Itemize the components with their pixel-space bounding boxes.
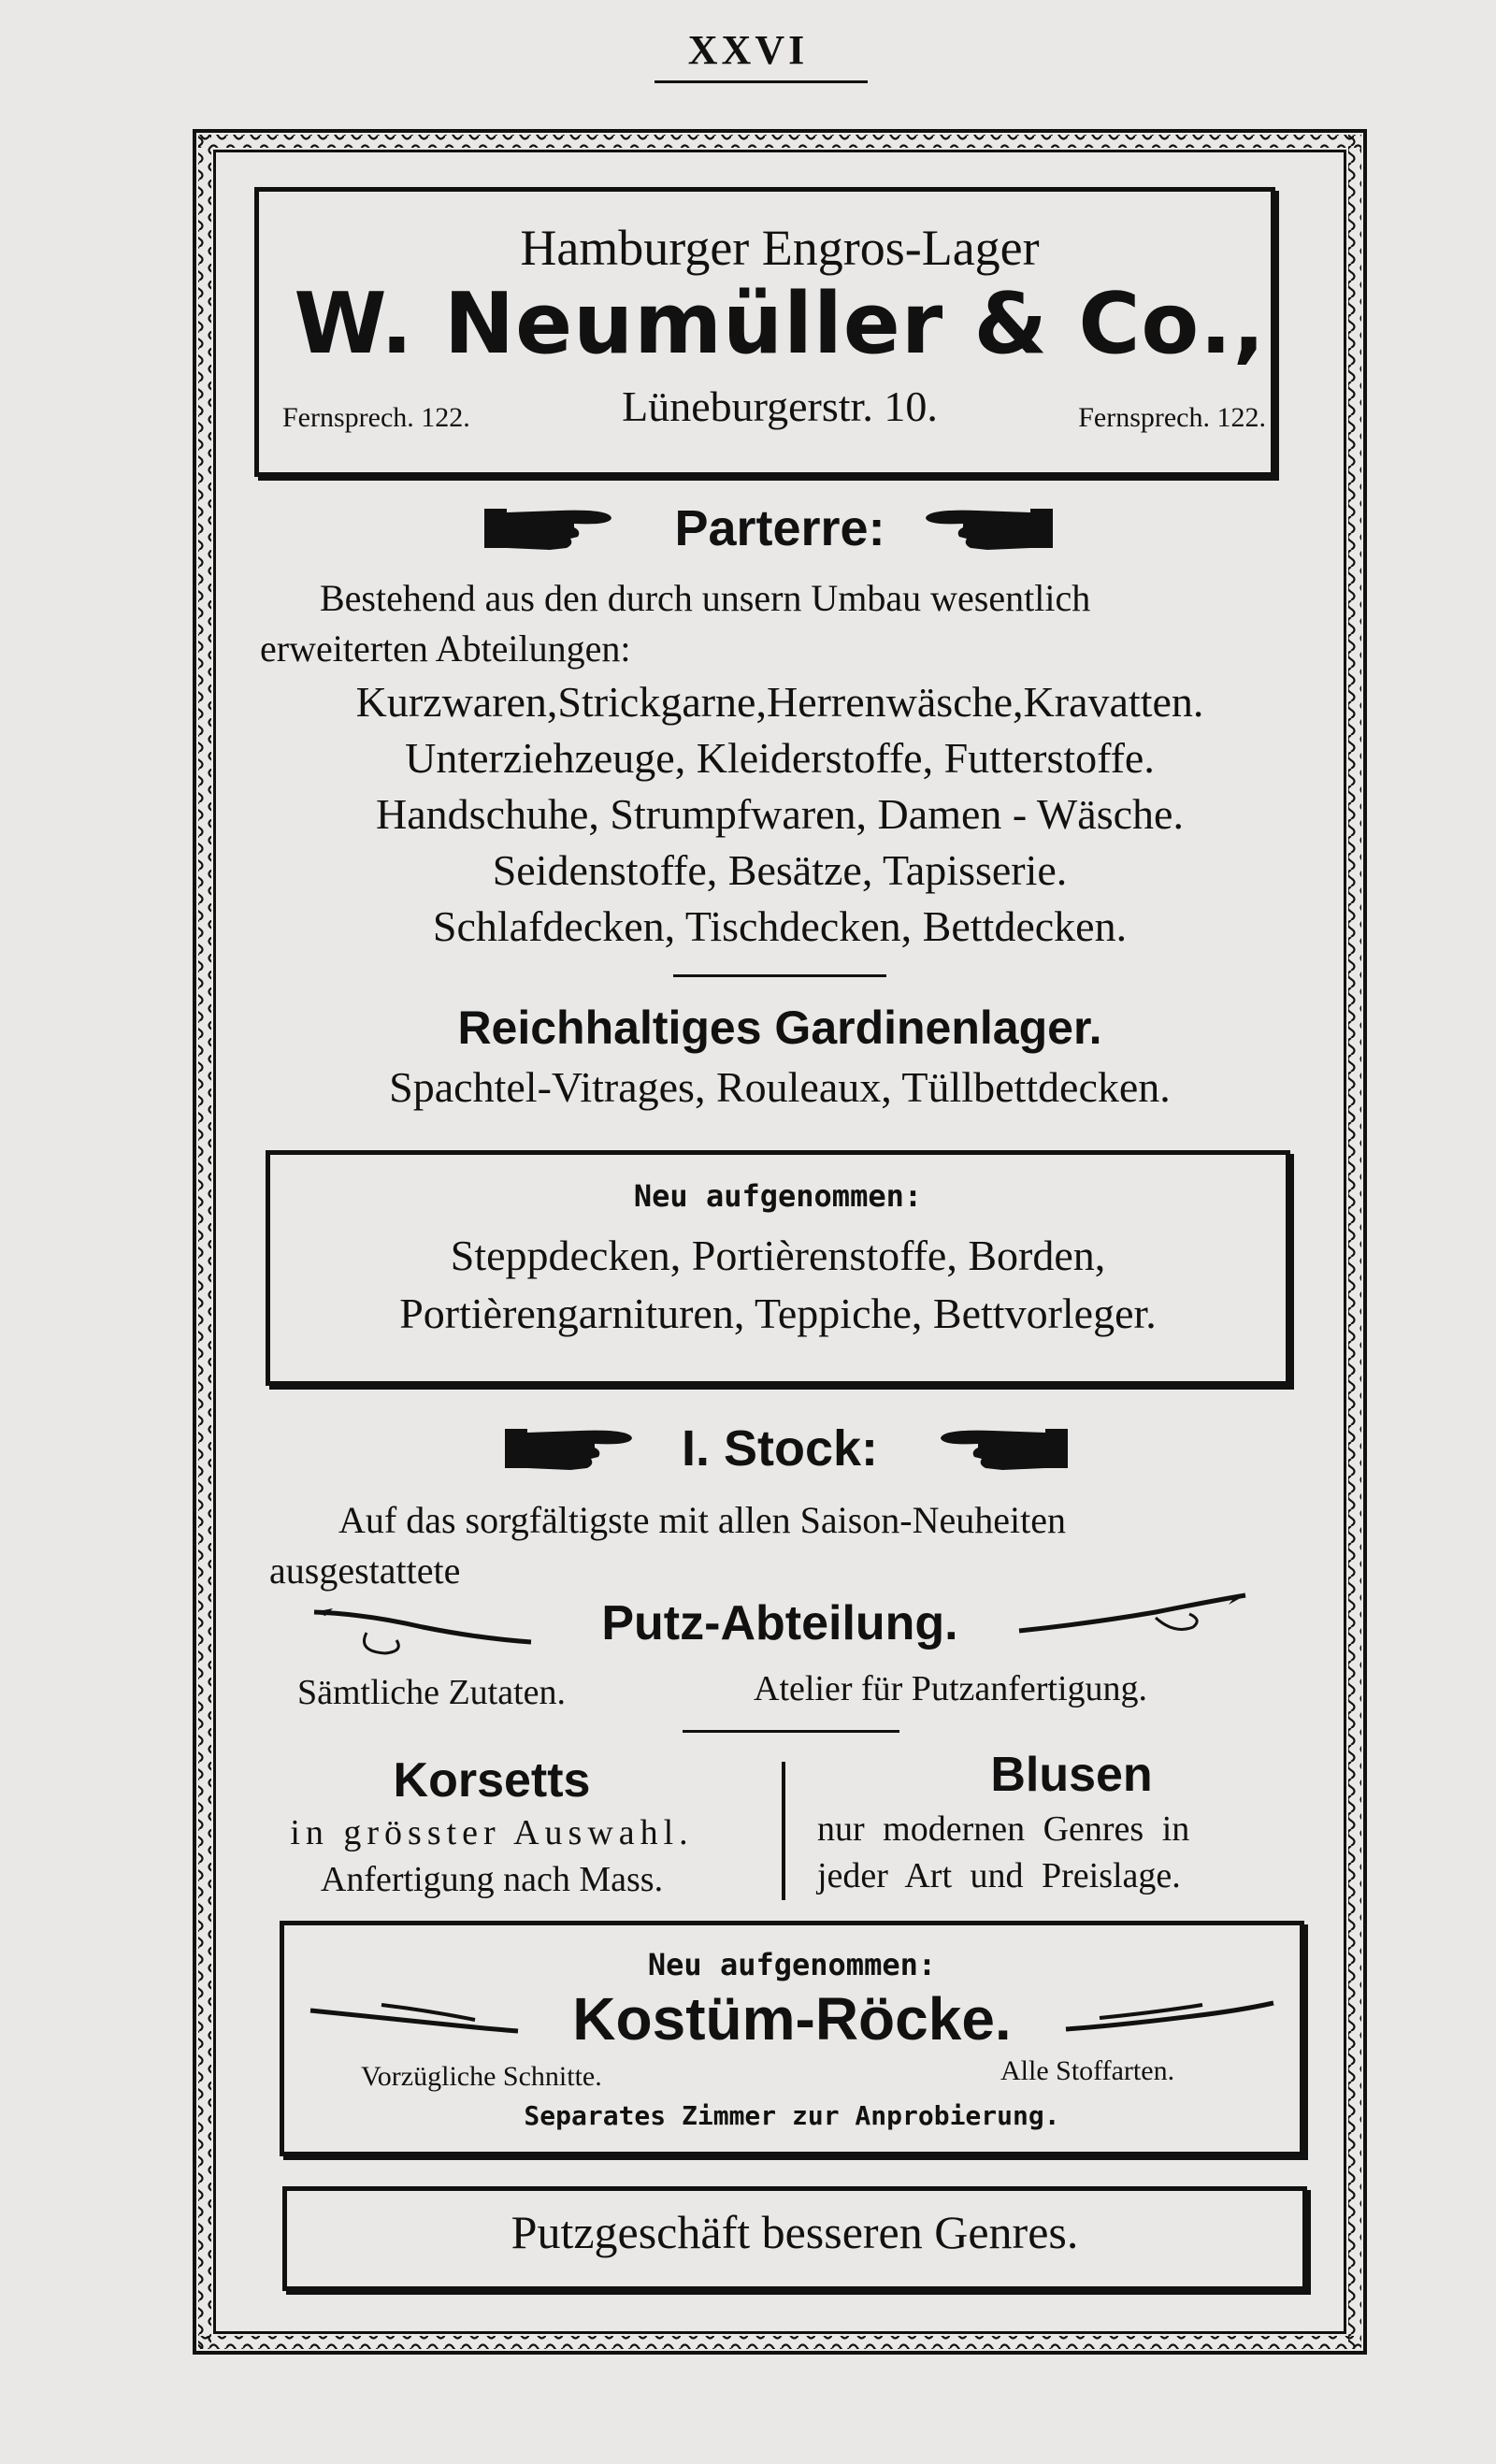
gardinen-title: Reichhaltiges Gardinenlager.	[457, 1001, 1102, 1054]
stock-title: I. Stock:	[681, 1420, 879, 1477]
korsetts-line1: in grösster Auswahl.	[290, 1813, 694, 1852]
street-address: Lüneburgerstr. 10.	[622, 382, 938, 430]
page-number-rule	[654, 80, 868, 83]
parterre-item: Handschuhe, Strumpfwaren, Damen - Wäsche.	[376, 790, 1184, 838]
new-items-line2: Portièrengarnituren, Teppiche, Bettvorleger.	[399, 1290, 1157, 1337]
putz-title: Putz-Abteilung.	[601, 1596, 958, 1650]
putz-right-note: Atelier für Putzanfertigung.	[754, 1669, 1148, 1708]
kostuem-right-note: Alle Stoffarten.	[1000, 2055, 1175, 2086]
kostuem-heading: Neu aufgenommen:	[647, 1947, 937, 1982]
bottom-box-text: Putzgeschäft besseren Genres.	[511, 2206, 1079, 2258]
gardinen-subtitle: Spachtel-Vitrages, Rouleaux, Tüllbettdecken.	[389, 1063, 1171, 1111]
blusen-line1: nur modernen Genres in	[817, 1809, 1190, 1849]
stock-intro-line2: ausgestattete	[269, 1549, 461, 1592]
separator-rule	[683, 1730, 899, 1733]
phone-right: Fernsprech. 122.	[1078, 402, 1266, 433]
parterre-intro-line1: Bestehend aus den durch unsern Umbau wesentlich	[320, 577, 1091, 619]
ornamental-flourish-icon	[1015, 1586, 1249, 1651]
pointing-hand-icon	[922, 499, 1053, 552]
kostuem-title: Kostüm-Röcke.	[572, 1985, 1012, 2053]
firm-name: W. Neumüller & Co.,	[294, 275, 1266, 373]
advertisement-frame	[193, 129, 1367, 2355]
parterre-item: Unterziehzeuge, Kleiderstoffe, Futterstoffe.	[405, 734, 1155, 782]
new-items-line1: Steppdecken, Portièrenstoffe, Borden,	[450, 1232, 1106, 1279]
phone-left: Fernsprech. 122.	[282, 402, 470, 433]
separator-rule	[673, 974, 886, 977]
parterre-title: Parterre:	[674, 500, 885, 556]
putz-left-note: Sämtliche Zutaten.	[297, 1673, 567, 1712]
stock-intro-line1: Auf das sorgfältigste mit allen Saison-Neuheiten	[338, 1499, 1066, 1541]
korsetts-title: Korsetts	[393, 1753, 591, 1808]
parterre-item: Seidenstoffe, Besätze, Tapisserie.	[492, 846, 1068, 894]
kostuem-footer: Separates Zimmer zur Anprobierung.	[524, 2100, 1060, 2131]
parterre-intro-line2: erweiterten Abteilungen:	[260, 627, 631, 670]
stock-title-row	[193, 1419, 1367, 1485]
column-divider	[782, 1762, 785, 1900]
ornamental-flourish-icon	[1062, 1996, 1277, 2037]
korsetts-line2: Anfertigung nach Mass.	[320, 1860, 664, 1899]
parterre-item: Schlafdecken, Tischdecken, Bettdecken.	[432, 902, 1128, 950]
parterre-item: Kurzwaren,Strickgarne,Herrenwäsche,Kravatten.	[355, 678, 1204, 726]
new-items-heading: Neu aufgenommen:	[633, 1178, 923, 1214]
parterre-title-row	[193, 499, 1367, 565]
page-number: XXVI	[687, 27, 809, 73]
pointing-hand-icon	[937, 1419, 1068, 1472]
header-line1: Hamburger Engros-Lager	[520, 220, 1040, 276]
blusen-line2: jeder Art und Preislage.	[817, 1856, 1181, 1895]
kostuem-left-note: Vorzügliche Schnitte.	[361, 2061, 602, 2092]
blusen-title: Blusen	[990, 1748, 1153, 1802]
